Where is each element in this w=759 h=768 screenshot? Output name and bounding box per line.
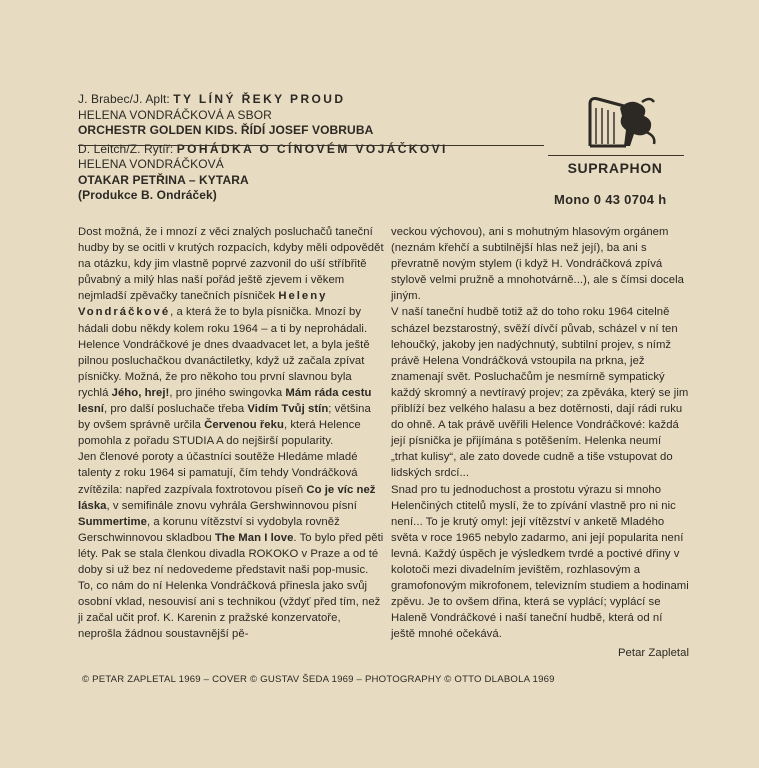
paragraph: V naší taneční hudbě totiž až do toho roku 1964 citelně scházel bezstarostný, svěží dívčí půvab, scházel v ní ten lehoučký, jakoby jen nadýchnutý, subtilní projev, s nímž právě Helena Vondráčková vstoupila na prkna, jež znamenají svět. Posluchačům je nesmírně sympatický každý skromný a nevtíravý projev; za zpěváka, který se jim přiblíží bez velkého halasu a bez dotěrnosti, dají rádi ruku do ohně. A tak právě uvěřili Helence Vondráčkové: každá její písnička je přijímána s potěšením. Helenka neumí „trhat kulisy“, ale zato dovede cudně a tiše vstupovat do lidských srdcí... xyxy=(391,306,689,480)
paragraph: Jen členové poroty a účastníci soutěže Hledáme mladé talenty z roku 1964 si pamatují, čím tehdy Vondráčková zvítězila: napřed zazpívala foxtrotovou píseň Co je víc než láska, v semifinále znovu vyhrála Gershwinnovou písní Summertime, a korunu vítězství si vydobyla rovněž Gerschwinnovou skladbou The Man I love. To bylo před pěti léty. Pak se stala členkou divadla ROKOKO v Praze a od té doby si už bez ní nedovedeme představit naši pop-music. To, co nám do ní Helenka Vondráčková přinesla jako svůj osobní vklad, nesouvisí ani s technikou (vždyť před tím, než ji začal učit prof. K. Karenin z pražské konzervatoře, neprošla žádnou soustavnější pě- xyxy=(78,451,384,641)
track-b-authors: D. Leitch/Z. Rytíř: xyxy=(78,141,177,156)
track-a-title: TY LÍNÝ ŘEKY PROUD xyxy=(173,92,346,106)
article-column-right xyxy=(391,224,689,662)
song-title: Vidím Tvůj stín xyxy=(247,403,329,416)
track-b-performer: HELENA VONDRÁČKOVÁ xyxy=(78,157,224,171)
track-a-orchestra: ORCHESTR GOLDEN KIDS. ŘÍDÍ JOSEF VOBRUBA xyxy=(78,123,374,137)
track-b-title: POHÁDKA O CÍNOVÉM VOJÁČKOVI xyxy=(176,141,448,156)
artist-name: Heleny Vondráčkové xyxy=(78,290,328,319)
song-title: Červenou řeku xyxy=(204,419,284,432)
track-b-header xyxy=(78,142,538,158)
track-b-guitar: OTAKAR PETŘINA – KYTARA xyxy=(78,172,249,187)
track-a-authors: J. Brabec/J. Aplt: xyxy=(78,92,174,106)
track-a-performer: HELENA VONDRÁČKOVÁ A SBOR xyxy=(78,107,272,122)
article-column-left xyxy=(78,224,384,642)
song-title: Co je víc než láska xyxy=(78,483,376,512)
song-title: The Man I love xyxy=(214,531,294,544)
song-title: Mám ráda cestu lesní xyxy=(78,386,372,416)
track-credits xyxy=(78,92,538,204)
song-title: Jého, hrej! xyxy=(111,386,170,399)
track-a-header xyxy=(78,92,538,108)
paragraph: Dost možná, že i mnozí z věci znalých posluchačů taneční hudby by se ocitli v krutých rozpacích, kdyby měli odpovědět na otázku, kdy jim vlastně poprvé zazvonil do uší stříbřitě půvabný a milý hlas naší pořád ještě zjevem i věkem nejmladší zpěvačky tanečních písniček Heleny Vondráčkové, a která že to byla písnička. Mnozí by hádali dobu někdy kolem roku 1964 – a ti by neprohádali. Helence Vondráčkové je dnes dvaadvacet let, a byla ještě pilnou posluchačkou dvanáctiletky, když už začala zpívat písničky. Možná, že pro někoho tou první slavnou byla rychlá Jého, hrej!, pro jiného swingovka Mám ráda cestu lesní, pro další posluchače třeba Vidím Tvůj stín; většina by ovšem správně určila Červenou řeku, která Helence pomohla z pořadu STUDIA A do nejširší popularity. xyxy=(78,226,384,448)
copyright-footer: © PETAR ZAPLETAL 1969 – COVER © GUSTAV ŠEDA 1969 – PHOTOGRAPHY © OTTO DLABOLA 1969 xyxy=(82,674,555,685)
production-credit: (Produkce B. Ondráček) xyxy=(78,188,217,202)
song-title: Summertime xyxy=(78,515,147,528)
catalog-number: Mono 0 43 0704 h xyxy=(554,192,667,207)
divider-tracks xyxy=(78,145,544,146)
brand-name: SUPRAPHON xyxy=(567,160,663,176)
supraphon-harp-lion-logo-icon xyxy=(584,94,658,150)
paragraph: veckou výchovou), ani s mohutným hlasovým orgánem (neznám křehčí a subtilnější hlas než její), ba ani s převratně novým stylem (i když H. Vondráčková zpívá stylově velmi pružně a mnohotvárně...), ale s čímsi docela jiným. xyxy=(391,226,684,303)
paragraph: Snad pro tu jednoduchost a prostotu výrazu si mnoho Helenčiných ctitelů myslí, že to zpívání vlastně pro ni nic není... To je krutý omyl: její vítězství v anketě Mladého světa v roce 1965 nebylo zadarmo, ani její popularita není levná. Každý úspěch je výsledkem tvrdé a poctivé dřiny v kolotoči mezi divadelním jevištěm, rozhlasovým a gramofonovým mikrofonem, televizním studiem a hodinami zpěvu. Je to ovšem dřina, která se vyplácí; vyplácí se Haleně Vondráčkové i naší taneční hudbě, která od ní ještě mnohé očekává. xyxy=(391,483,689,641)
author-signature: Petar Zapletal xyxy=(617,647,689,660)
